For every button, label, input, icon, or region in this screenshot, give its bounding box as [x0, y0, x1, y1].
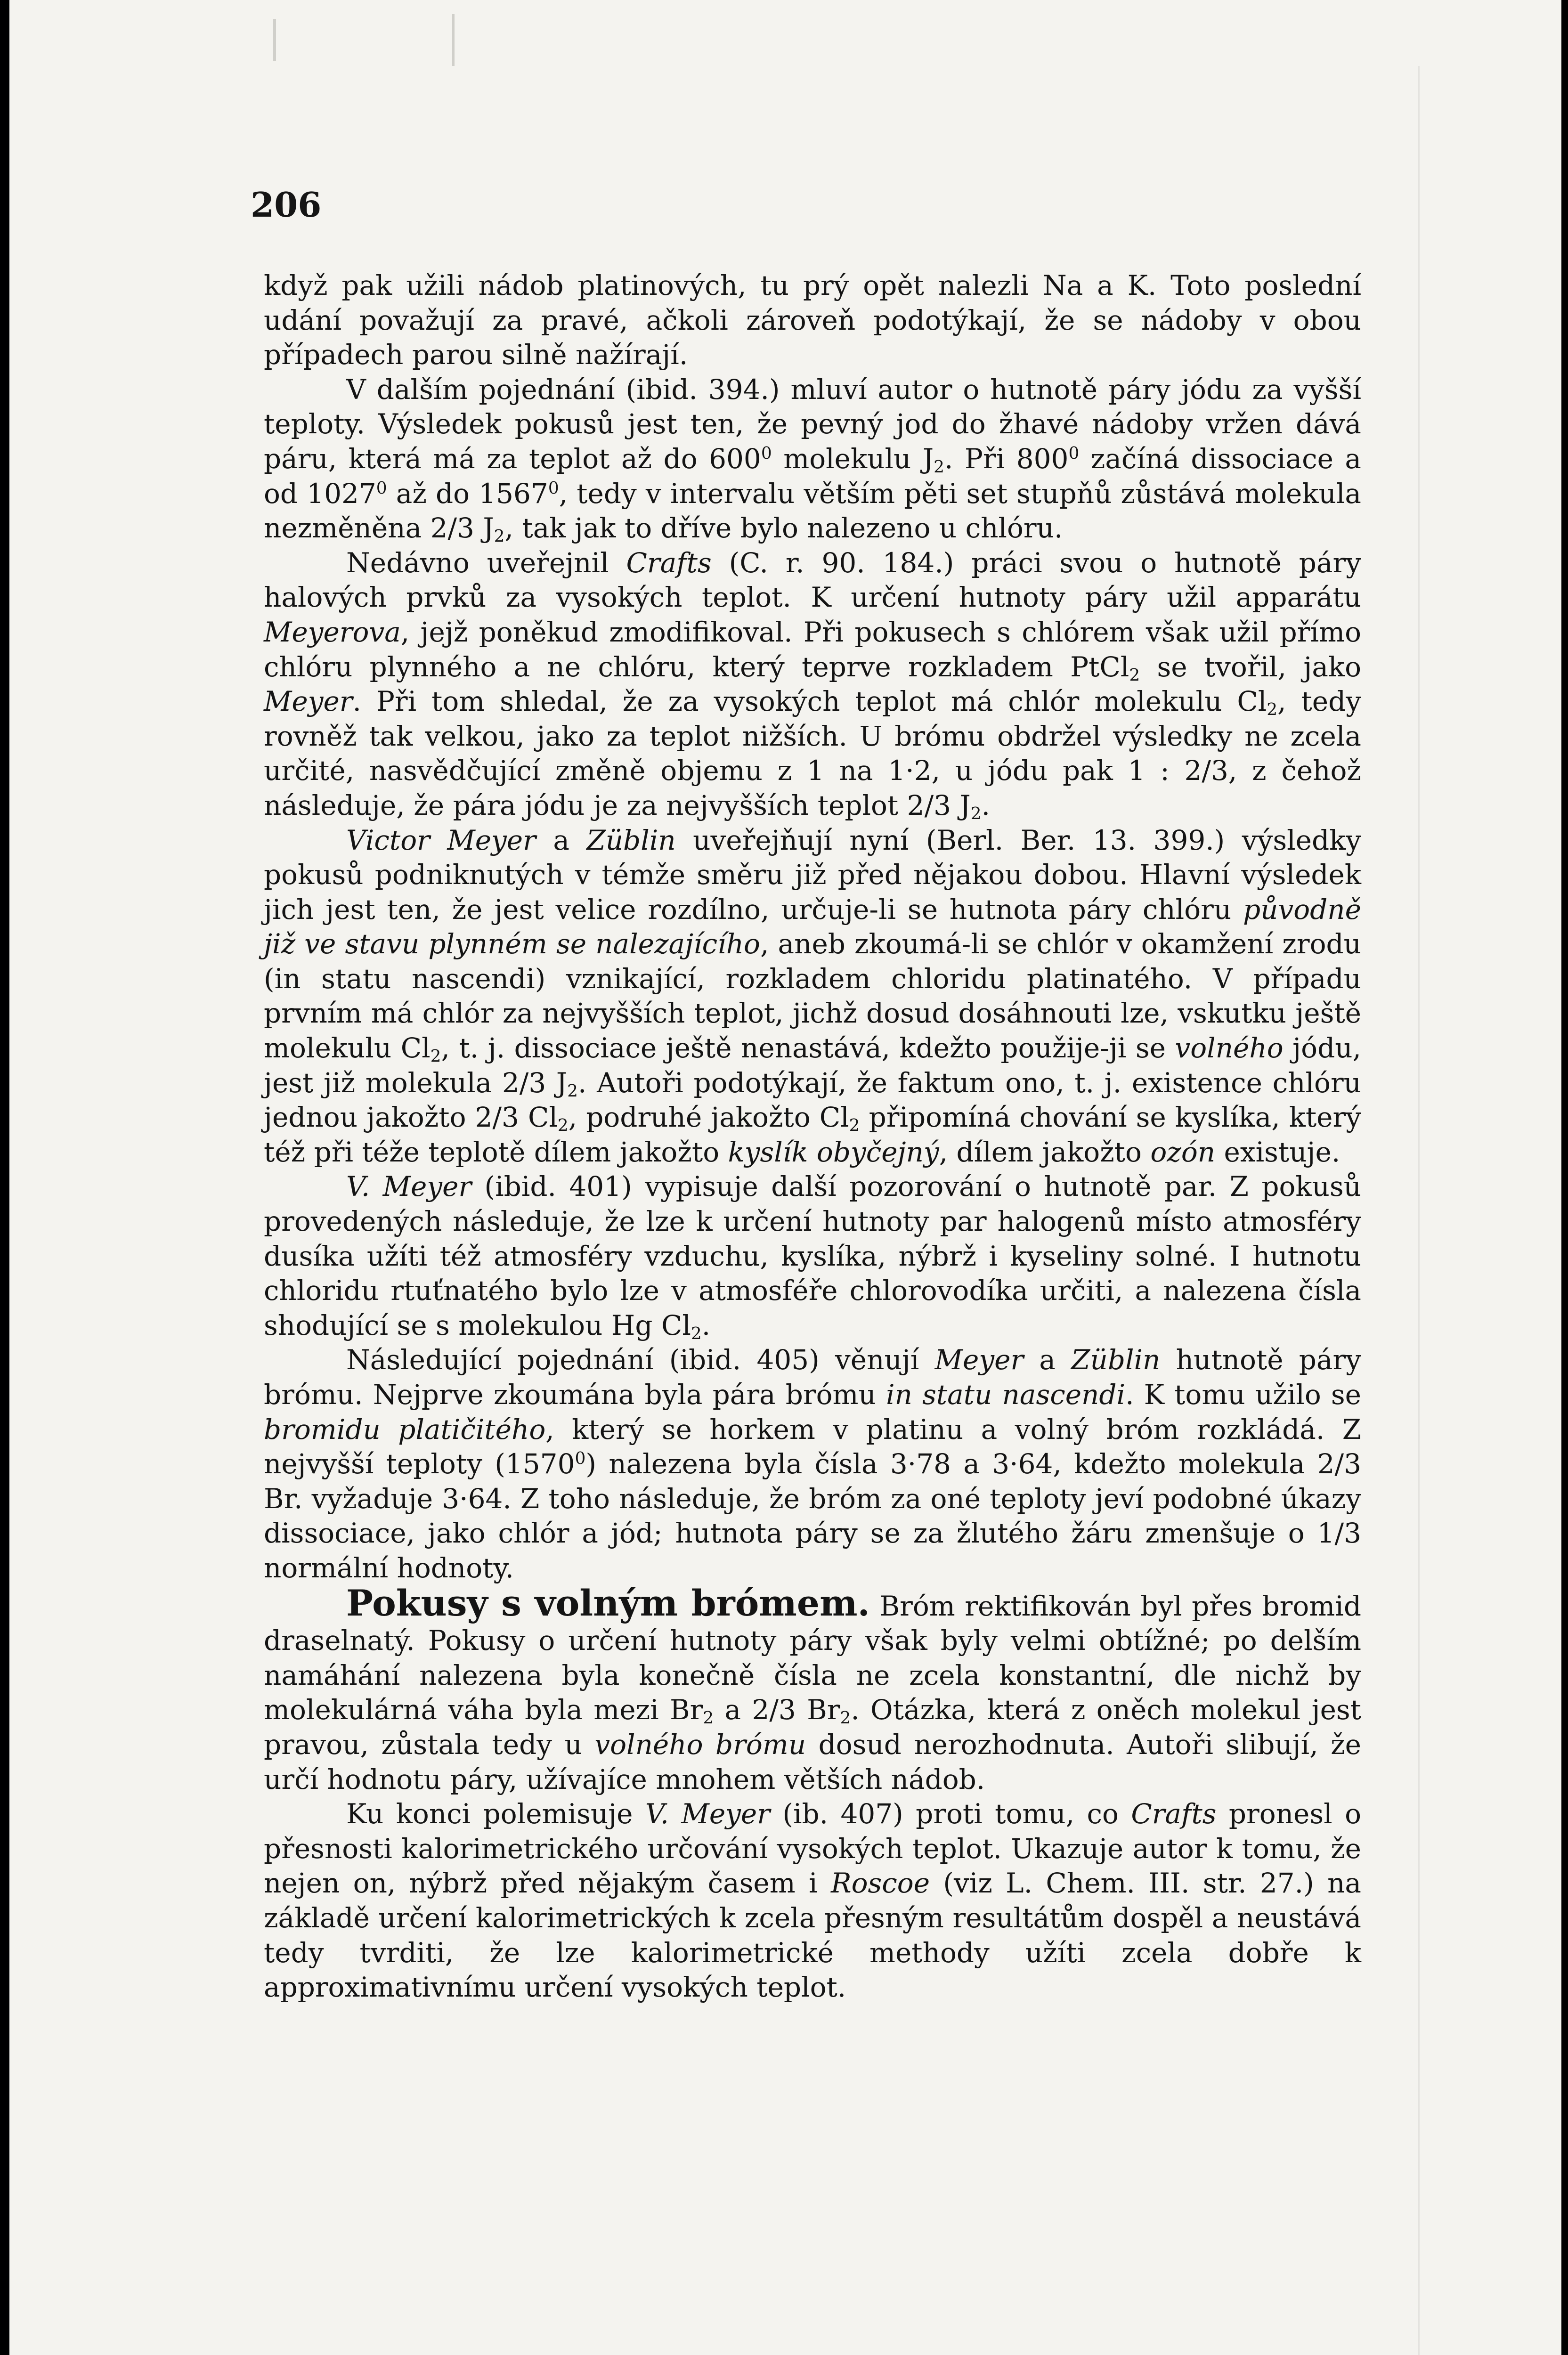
- text-run: , jejž poněkud zmodifikoval. Při pokusech s chlórem však užil přímo chlóru plynného a ne chlóru, který teprve rozkladem PtCl: [264, 616, 1361, 683]
- italic-text: ozón: [1150, 1136, 1216, 1168]
- paragraph-p3: [264, 546, 1361, 823]
- text-run: molekulu J: [772, 442, 934, 475]
- italic-text: Victor Meyer: [346, 824, 536, 856]
- italic-text: V. Meyer: [645, 1798, 770, 1830]
- fraction: 2/3: [430, 512, 474, 544]
- text-run: . Při 800: [944, 442, 1069, 475]
- subscript: 2: [1267, 700, 1278, 720]
- paragraph-p7: [264, 1582, 1362, 1797]
- italic-text: V. Meyer: [346, 1170, 472, 1203]
- text-run: . Autoři podotýkají, že faktum ono, t. j. existence chlóru jednou jakožto: [264, 1066, 1362, 1134]
- fraction: 1/3: [1317, 1517, 1361, 1550]
- text-run: Bróm rektifikován byl přes bromid draselnatý. Pokusy o určení hutnoty páry však byly velmi obtížné; po delším namáhání nalezena byla konečně čísla ne zcela konstantní, dle nichž by molekulárná váha byla mezi Br: [264, 1590, 1361, 1726]
- text-run: se tvořil, jako: [1140, 650, 1361, 683]
- fraction: 2/3: [907, 789, 951, 821]
- subscript: 2: [430, 1047, 441, 1066]
- superscript: 0: [575, 1449, 586, 1469]
- text-run: Br: [796, 1694, 840, 1726]
- text-run: , podruhé jakožto Cl: [568, 1101, 849, 1134]
- italic-text: Züblin: [1071, 1344, 1161, 1376]
- subscript: 2: [703, 1708, 714, 1728]
- text-run: . K tomu užilo se: [1125, 1379, 1361, 1411]
- italic-text: původně již ve stavu plynném se nalezajícího: [264, 893, 1361, 960]
- text-run: (viz L. Chem. III. str. 27.) na základě určení kalorimetrických k zcela přesným resultátům dospěl a neustává tedy tvrditi, že lze kalorimetrické methody užíti zcela dobře k approximativnímu určení vysokých teplot.: [264, 1867, 1361, 2004]
- scan-artifact: [1418, 66, 1420, 2355]
- superscript: 0: [761, 444, 772, 463]
- text-run: jódu, jest již molekula: [264, 1032, 1361, 1099]
- text-run: , dílem jakožto: [939, 1136, 1151, 1168]
- text-run: připomíná chování se kyslíka, který též při téže teplotě dílem jakožto: [264, 1101, 1361, 1168]
- text-run: , tedy rovněž tak velkou, jako za teplot nižších. U brómu obdržel výsledky ne zcela určité, nasvědčující změně objemu z 1 na 1·2, u jódu pak 1 :: [264, 685, 1361, 787]
- italic-text: Meyer: [264, 685, 353, 718]
- italic-text: volného brómu: [594, 1728, 806, 1761]
- text-run: Následující pojednání (ibid. 405) věnují: [346, 1344, 935, 1376]
- fraction: 2/3: [502, 1066, 546, 1099]
- text-run: Nedávno uveřejnil: [346, 546, 626, 579]
- text-run: ) nalezena byla čísla 3·78 a 3·64, kdežto molekula: [585, 1448, 1317, 1480]
- text-run: , t. j. dissociace ještě nenastává, kdežto použije-ji se: [441, 1032, 1175, 1064]
- subscript: 2: [557, 1116, 569, 1136]
- text-run: , aneb zkoumá-li se chlór v okamžení zrodu (in statu nascendi) vznikající, rozkladem chloridu platinatého. V případu prvním má chlór za nejvyšších teplot, jichž dosud dosáhnouti lze, vskutku ještě molekulu Cl: [264, 928, 1361, 1064]
- italic-text: bromidu platičitého: [264, 1413, 546, 1445]
- italic-text: Crafts: [1131, 1798, 1217, 1830]
- page-number: 206: [251, 185, 322, 225]
- paragraph-p5: [264, 1169, 1361, 1343]
- text-run: (ib. 407) proti tomu, co: [770, 1798, 1131, 1830]
- text-run: když pak užili nádob platinových, tu prý opět nalezli Na a K. Toto poslední udání považují za pravé, ačkoli zároveň podotýkají, že se nádoby v obou případech parou silně nažírají.: [264, 269, 1361, 371]
- italic-text: Züblin: [586, 824, 676, 856]
- text-run: a: [714, 1694, 752, 1726]
- text-run: normální hodnoty.: [264, 1551, 514, 1584]
- text-run: Cl: [519, 1101, 558, 1134]
- italic-text: Roscoe: [830, 1867, 930, 1900]
- text-run: (ibid. 401) vypisuje další pozorování o hutnotě par. Z pokusů provedených následuje, že lze k určení hutnoty par halogenů místo atmosféry dusíka užíti též atmosféry vzduchu, kyslíka, nýbrž i kyseliny solné. I hutnotu chloridu rtuťnatého bylo lze v atmosféře chlorovodíka určiti, a nalezena čísla shodující se s molekulou Hg Cl: [264, 1170, 1361, 1341]
- text-run: a: [1024, 1344, 1072, 1376]
- fraction: 2/3: [475, 1101, 519, 1134]
- text-run: až do 1567: [387, 477, 548, 510]
- text-run: Br. vyžaduje 3·64. Z toho následuje, že bróm za oné teploty jeví podobné úkazy dissociace, jako chlór a jód; hutnota páry se za žlutého žáru zmenšuje o: [264, 1482, 1361, 1550]
- text-run: uveřejňují nyní (Berl. Ber. 13. 399.) výsledky pokusů podniknutých v témže směru již před nějakou dobou. Hlavní výsledek jich jest ten, že jest velice rozdílno, určuje-li se hutnota páry chlóru: [264, 824, 1361, 926]
- text-run: , tedy v intervalu větším pěti set stupňů zůstává molekula nezměněna: [264, 477, 1362, 544]
- text-run: hutnotě páry brómu. Nejprve zkoumána byla pára brómu: [264, 1344, 1362, 1411]
- body-text: [264, 268, 1361, 2005]
- text-run: J: [951, 789, 971, 821]
- superscript: 0: [376, 478, 387, 498]
- subscript: 2: [840, 1708, 851, 1728]
- text-run: , z čehož následuje, že pára jódu je za nejvyšších teplot: [264, 755, 1361, 821]
- italic-text: Meyerova: [264, 616, 401, 648]
- italic-text: Meyer: [934, 1344, 1024, 1376]
- text-run: Ku konci polemisuje: [346, 1798, 645, 1830]
- paragraph-p1: [264, 268, 1361, 373]
- paragraph-p4: [264, 823, 1361, 1170]
- text-run: .: [981, 789, 991, 821]
- text-run: dosud nerozhodnuta. Autoři slibují, že určí hodnotu páry, užívajíce mnohem větších nádob.: [264, 1728, 1361, 1795]
- text-run: existuje.: [1215, 1136, 1341, 1168]
- scan-artifact: [273, 19, 276, 61]
- subscript: 2: [1129, 665, 1140, 685]
- text-run: V dalším pojednání (ibid. 394.) mluví autor o hutnotě páry jódu za vyšší teploty. Výsledek pokusů jest ten, že pevný jod do žhavé nádoby vržen dává páru, která má za teplot až do 600: [264, 373, 1361, 475]
- fraction: 2/3: [752, 1694, 796, 1726]
- italic-text: Crafts: [626, 546, 712, 579]
- paragraph-p8: [264, 1797, 1361, 2005]
- text-run: začíná dissociace a od 1027: [264, 442, 1361, 510]
- text-run: (C. r. 90. 184.) práci svou o hutnotě páry halových prvků za vysokých teplot. K určení hutnoty páry užil apparátu: [264, 546, 1361, 614]
- text-run: J: [546, 1066, 568, 1099]
- paragraph-p2: [264, 373, 1361, 546]
- subscript: 2: [567, 1081, 578, 1101]
- italic-text: volného: [1175, 1032, 1284, 1064]
- text-run: . Při tom shledal, že za vysokých teplot má chlór molekulu Cl: [352, 685, 1267, 718]
- text-run: , tak jak to dříve bylo nalezeno u chlóru.: [504, 512, 1063, 544]
- superscript: 0: [548, 478, 559, 498]
- text-run: , který se horkem v platinu a volný bróm rozkládá. Z nejvyšší teploty (1570: [264, 1413, 1361, 1480]
- text-run: J: [474, 512, 494, 544]
- subscript: 2: [970, 804, 982, 823]
- paragraph-p6: [264, 1343, 1361, 1585]
- italic-text: kyslík obyčejný: [728, 1136, 939, 1168]
- scan-artifact: [452, 14, 455, 66]
- text-run: pronesl o přesnosti kalorimetrického určování vysokých teplot. Ukazuje autor k tomu, že nejen on, nýbrž před nějakým časem i: [264, 1798, 1361, 1900]
- subscript: 2: [691, 1324, 702, 1343]
- fraction: 2/3: [1184, 755, 1228, 787]
- text-run: . Otázka, která z oněch molekul jest pravou, zůstala tedy u: [264, 1694, 1362, 1761]
- text-run: .: [701, 1309, 711, 1341]
- section-heading: Pokusy s volným brómem.: [346, 1582, 870, 1624]
- subscript: 2: [934, 457, 945, 477]
- subscript: 2: [494, 527, 505, 546]
- subscript: 2: [849, 1116, 860, 1136]
- italic-text: in statu nascendi: [886, 1379, 1126, 1411]
- scanned-page: [9, 0, 1561, 2355]
- fraction: 2/3: [1317, 1448, 1361, 1480]
- superscript: 0: [1068, 444, 1080, 463]
- text-run: a: [536, 824, 587, 856]
